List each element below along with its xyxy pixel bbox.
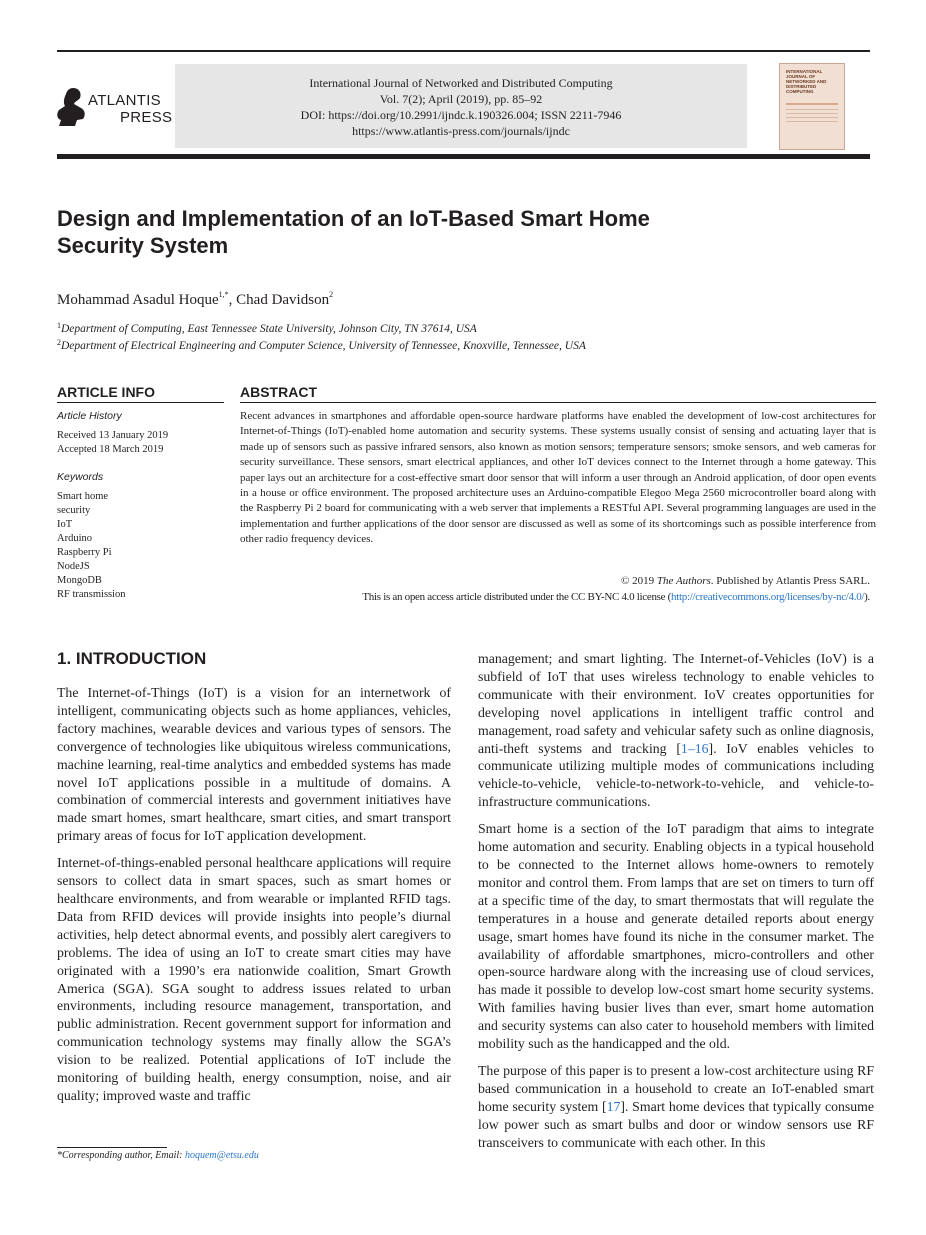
keyword-item: security <box>57 505 91 516</box>
intro-paragraph-3 <box>478 650 874 811</box>
keyword-item: RF transmission <box>57 589 126 600</box>
paragraph-5-text-cont: ]. Smart home devices that typically consume low power such as smart bulbs and door or window sensors use RF transceivers to communicate with each other. In this <box>478 1098 874 1150</box>
header-bottom-rule <box>57 154 870 159</box>
journal-header-box <box>175 64 747 148</box>
aff-1-text: Department of Computing, East Tennessee State University, Johnson City, TN 37614, USA <box>61 323 477 335</box>
journal-doi: DOI: https://doi.org/10.2991/ijndc.k.190326.004; ISSN 2211-7946 <box>300 108 622 122</box>
received-date: Received 13 January 2019 <box>57 430 169 441</box>
copyright-line <box>240 573 870 589</box>
keyword-item: Arduino <box>57 533 92 544</box>
keywords-label: Keywords <box>57 471 104 483</box>
citation-link-17[interactable]: 17 <box>606 1098 621 1114</box>
journal-url: https://www.atlantis-press.com/journals/ijndc <box>352 124 570 138</box>
article-info-heading: ARTICLE INFO <box>57 384 155 400</box>
journal-cover-thumbnail <box>779 63 845 150</box>
title-line-2: Security System <box>57 233 229 258</box>
author-list <box>57 292 333 309</box>
intro-paragraph-2: Internet-of-things-enabled personal healthcare applications will require sensors to collect data in smart spaces, such as smart homes or healthcare environments, and from wearable or implanted RFID tags. Data from RFID devices will provide insights into people’s diurnal activities, help detect abnormal events, and possibly alert caregivers to problems. The idea of using an IoT to create smart cities may have originated with a 1990’s era nationwide coalition, Smart Growth America (SGA). SGA sought to address issues related to urban environments, including resource management, transportation, and public administration. Recent government support for information and communication technology systems may finally allow the SGA’s vision to be realized. Potential applications of IoT include the monitoring of building health, energy consumption, noise, and air quality; improved waste and traffic <box>57 855 451 1103</box>
license-line <box>240 589 870 605</box>
right-column <box>478 650 874 1160</box>
license-post: ). <box>864 591 870 603</box>
footnote-text: *Corresponding author, Email: <box>57 1150 185 1161</box>
author-email-link[interactable]: hoquem@etsu.edu <box>184 1150 259 1161</box>
license-link[interactable]: http://creativecommons.org/licenses/by-nc/4.0/ <box>671 591 865 603</box>
citation-link-1-16[interactable]: 1–16 <box>680 740 709 756</box>
logo-text-atlantis: ATLANTIS <box>88 92 161 109</box>
copyright-post: . Published by Atlantis Press SARL. <box>710 575 870 587</box>
journal-volume: Vol. 7(2); April (2019), pp. 85–92 <box>379 92 543 106</box>
keyword-item: NodeJS <box>57 561 90 572</box>
left-column <box>57 684 451 1114</box>
footnote-rule <box>57 1147 167 1148</box>
paragraph-5-text: The purpose of this paper is to present a low-cost architecture using RF based communication in a household to create an IoT-enabled smart home security system [ <box>478 1062 874 1114</box>
accepted-date: Accepted 18 March 2019 <box>57 444 164 455</box>
abstract-rule <box>240 402 876 403</box>
keyword-item: Raspberry Pi <box>57 547 112 558</box>
aff-2-sup: 2 <box>57 338 61 347</box>
journal-name: International Journal of Networked and Distributed Computing <box>309 76 613 90</box>
intro-paragraph-4: Smart home is a section of the IoT paradigm that aims to integrate home automation and security. Enabling objects in a typical household to be connected to the Internet allows home-owners to remotely monitor and control them. From lamps that are set on timers to turn off at a specific time of the day, to smart thermostats that will regulate the temperatures in a house and generate detailed reports about energy usage, smart homes have found its niche in the consumer market. The availability of affordable smartphones, micro-controllers and other open-source hardware along with the increasing use of cloud services, has made it possible to develop low-cost smart home security systems. With families having busier lives than ever, smart home automation and security systems can also cater to household members with limited mobility such as the handicapped and the old. <box>478 821 874 1052</box>
keyword-item: MongoDB <box>57 575 102 586</box>
paragraph-3-text: management; and smart lighting. The Internet-of-Vehicles (IoV) is a subfield of IoT that uses wireless technology to enable vehicles to communicate with their environment. IoV creates opportunities for developing novel applications in intelligent traffic control and management, road safety and vehicular safety such as online diagnosis, anti-theft systems and tracking [ <box>478 651 874 756</box>
author-1: Mohammad Asadul Hoque <box>57 292 219 308</box>
keyword-list <box>57 490 227 602</box>
aff-2-text: Department of Electrical Engineering and Computer Science, University of Tennessee, Knoxville, Tennessee, USA <box>61 340 586 352</box>
top-rule <box>57 50 870 52</box>
license-pre: This is an open access article distributed under the CC BY-NC 4.0 license ( <box>362 591 672 603</box>
corresponding-author-footnote <box>57 1150 259 1161</box>
paragraph-3-text-cont: ]. IoV enables vehicles to communicate utilizing multiple modes of communications including vehicle-to-vehicle, vehicle-to-network-to-vehicle, and vehicle-to-infrastructure communications. <box>478 740 875 810</box>
author-2: Chad Davidson <box>236 292 330 308</box>
abstract-heading: ABSTRACT <box>240 384 317 400</box>
thinker-icon <box>55 86 89 128</box>
article-info-body <box>57 409 227 602</box>
paper-title <box>57 205 757 259</box>
affiliation-2 <box>57 340 586 352</box>
copyright-pre: © 2019 <box>621 575 657 587</box>
affiliation-1 <box>57 323 477 335</box>
keyword-item: Smart home <box>57 491 109 502</box>
introduction-heading: 1. INTRODUCTION <box>57 649 207 668</box>
author-1-sup: 1,* <box>218 290 229 299</box>
abstract-text: Recent advances in smartphones and affordable open-source hardware platforms have enabled the development of low-cost architectures for Internet-of-Things (IoT)-enabled home automation and security systems. These systems usually consist of sensing and actuating layer that is made up of sensors such as passive infrared sensors, also known as motion sensors; temperature sensors; smoke sensors, and web cameras for security surveillance. These sensors, smart electrical appliances, and other IoT devices connect to the Internet through a home gateway. This paper lays out an architecture for a cost-effective smart door sensor that will inform a user through an Android application, of door open events in a house or office environment. The proposed architecture uses an Arduino-compatible Elegoo Mega 2560 microcontroller board along with the Raspberry Pi 2 board for communicating with a web server that implements a RESTful API. Several programming languages are used in the implementation and further applications of the door sensor are discussed as well as some of its shortcomings such as possible interference from other radio frequency devices. <box>240 410 876 546</box>
copyright-authors: The Authors <box>656 575 711 587</box>
cover-title: INTERNATIONAL JOURNAL OF NETWORKED AND DISTRIBUTED COMPUTING <box>786 69 827 94</box>
history-label: Article History <box>57 410 122 422</box>
keyword-item: IoT <box>57 519 73 530</box>
intro-paragraph-1: The Internet-of-Things (IoT) is a vision for an internetwork of intelligent, communicating objects such as home appliances, vehicles, factory machines, wearable devices and various types of sensors. The convergence of technologies like ubiquitous wireless communications, machine learning, real-time analytics and embedded systems has made novel IoT applications possible in a multitude of domains. A combination of commercial interests and government initiatives have made smart homes, smart healthcare, smart cities, and smart transport primary areas of focus for IoT application development. <box>57 685 451 844</box>
aff-1-sup: 1 <box>57 321 61 330</box>
author-separator: , <box>228 292 237 308</box>
intro-paragraph-5 <box>478 1062 874 1152</box>
author-2-sup: 2 <box>329 290 334 299</box>
article-info-rule <box>57 402 224 403</box>
title-line-1: Design and Implementation of an IoT-Based Smart Home <box>57 206 650 231</box>
logo-text-press: PRESS <box>120 109 173 126</box>
